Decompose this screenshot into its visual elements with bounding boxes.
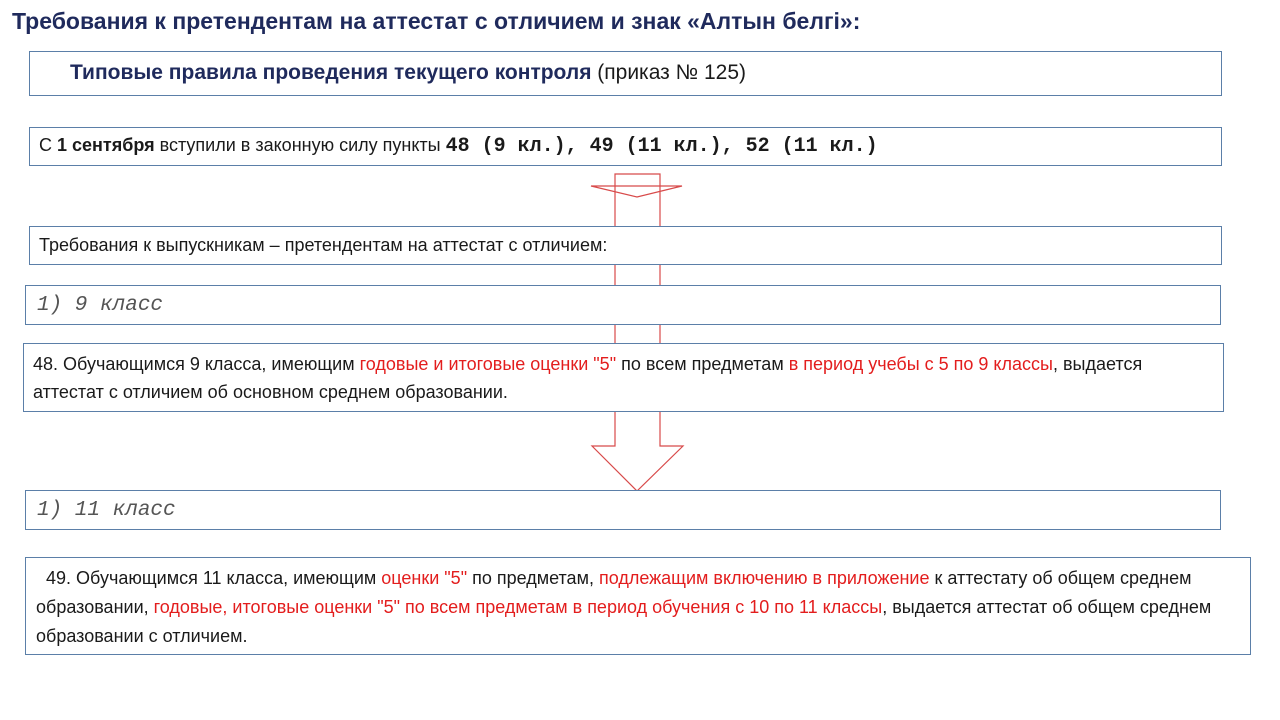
effective-prefix: С [39, 135, 57, 155]
p49-text-1: 49. Обучающимся 11 класса, имеющим [36, 568, 382, 588]
rules-order-ref: (приказ № 125) [591, 61, 747, 84]
effective-date-box [29, 127, 1222, 166]
p48-highlight-1: годовые и итоговые оценки "5" [359, 354, 617, 374]
grade-9-label-box [25, 285, 1221, 325]
p49-highlight-2: подлежащим включению в приложение [598, 568, 930, 588]
paragraph-48-box [23, 343, 1224, 412]
p49-text-3: к аттестату об общем среднем образовании, [36, 568, 1192, 617]
rules-box [29, 51, 1222, 96]
requirements-header: Требования к выпускникам – претендентам на аттестат с отличием: [39, 235, 608, 255]
p49-highlight-1: оценки "5" [381, 568, 468, 588]
effective-text: вступили в законную силу пункты [154, 135, 446, 155]
p49-text-2: по предметам, [467, 568, 599, 588]
p49-text-4: , выдается аттестат об общем среднем образовании с отличием. [36, 597, 1212, 646]
p48-text-3: , выдается аттестат с отличием об основном среднем образовании. [33, 354, 1143, 402]
p48-text-1: 48. Обучающимся 9 класса, имеющим [33, 354, 360, 374]
rules-title: Типовые правила проведения текущего контроля [70, 61, 592, 84]
effective-items: 48 (9 кл.), 49 (11 кл.), 52 (11 кл.) [445, 135, 878, 158]
grade-11-label-box [25, 490, 1221, 530]
p49-highlight-3: годовые, итоговые оценки "5" по всем предметам в период обучения с 10 по 11 классы [153, 597, 883, 617]
page-title: Требования к претендентам на аттестат с отличием и знак «Алтын белгі»: [12, 8, 861, 34]
grade-11-label: 1) 11 класс [37, 499, 176, 522]
p48-highlight-2: в период учебы с 5 по 9 классы [788, 354, 1053, 374]
requirements-header-box [29, 226, 1222, 265]
p48-text-2: по всем предметам [616, 354, 789, 374]
effective-date: 1 сентября [57, 135, 155, 155]
grade-9-label: 1) 9 класс [37, 294, 164, 317]
paragraph-49-box [25, 557, 1251, 655]
